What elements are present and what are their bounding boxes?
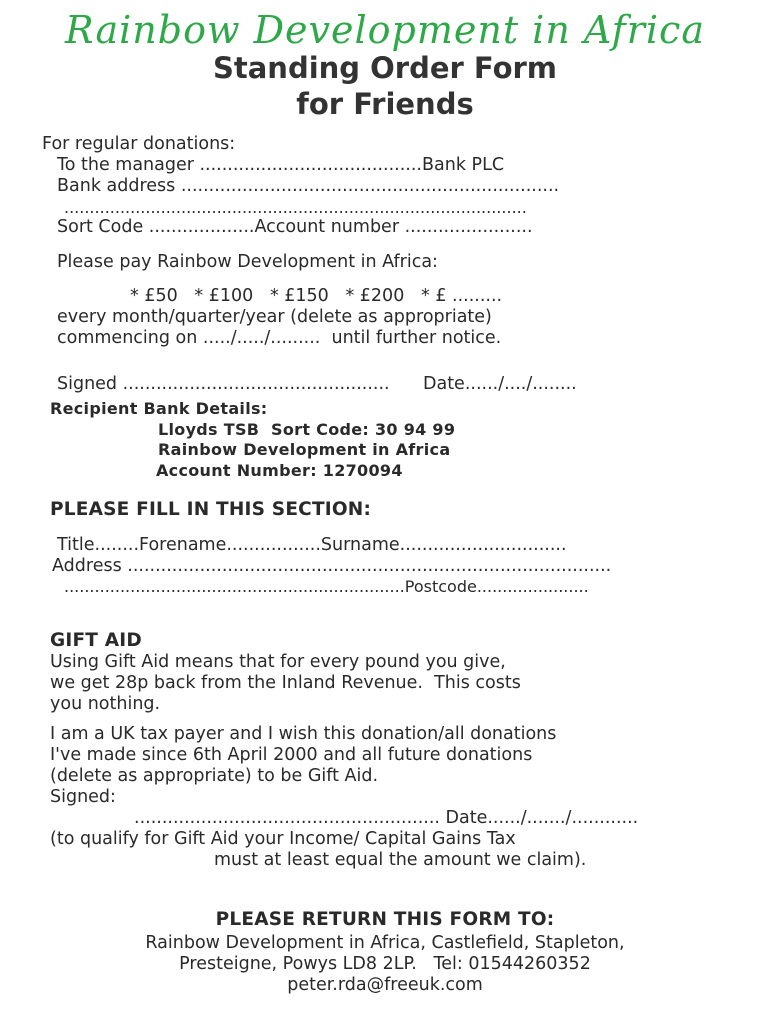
return-heading: PLEASE RETURN THIS FORM TO: [215,909,555,930]
name-fields[interactable]: Title........Forename.................Surname.............................. [57,535,567,555]
bank-manager-field[interactable]: To the manager ........................................Bank PLC [57,155,505,175]
gift-aid-signed-label: Signed: [50,787,116,807]
return-address-line: Presteigne, Powys LD8 2LP. Tel: 01544260352 [179,954,591,974]
address-field[interactable]: Address ....................................................................................... [52,556,612,576]
intro-text: For regular donations: [42,134,236,154]
gift-aid-text: you nothing. [50,694,161,714]
recipient-account-name: Rainbow Development in Africa [158,440,451,459]
bank-address-field[interactable]: Bank address .................................................................... [57,176,560,196]
gift-aid-declaration: I've made since 6th April 2000 and all future donations [50,745,533,765]
commencing-date-field[interactable]: commencing on ...../...../......... until further notice. [57,328,502,348]
gift-aid-text: we get 28p back from the Inland Revenue. This costs [50,673,521,693]
form-title-line-2: for Friends [296,87,474,121]
gift-aid-signature-field[interactable]: ....................................................... Date....../......./............ [134,808,639,828]
return-address-line: Rainbow Development in Africa, Castlefield, Stapleton, [145,933,625,953]
gift-aid-text: Using Gift Aid means that for every pound you give, [50,652,506,672]
frequency-options[interactable]: every month/quarter/year (delete as appropriate) [57,307,492,327]
standing-order-signature-field[interactable]: Signed ................................................ Date....../..../........ [57,374,577,394]
gift-aid-declaration: I am a UK tax payer and I wish this donation/all donations [50,724,557,744]
org-name: Rainbow Development in Africa [65,8,705,52]
recipient-bank-sort-code: Lloyds TSB Sort Code: 30 94 99 [158,420,456,439]
gift-aid-heading: GIFT AID [50,630,142,651]
postcode-field[interactable]: ...................................................................Postcode...................... [64,577,589,596]
gift-aid-declaration: (delete as appropriate) to be Gift Aid. [50,766,379,786]
return-email[interactable]: peter.rda@freeuk.com [287,975,483,995]
gift-aid-note: must at least equal the amount we claim). [214,850,587,870]
personal-section-heading: PLEASE FILL IN THIS SECTION: [50,499,372,520]
amount-options[interactable]: * £50 * £100 * £150 * £200 * £ ......... [130,286,503,306]
form-title-line-1: Standing Order Form [212,51,558,85]
recipient-heading: Recipient Bank Details: [50,399,268,418]
recipient-account-number: Account Number: 1270094 [156,461,403,480]
gift-aid-note: (to qualify for Gift Aid your Income/ Capital Gains Tax [50,829,516,849]
bank-address-continued-field[interactable]: ........................................................................................... [64,198,527,217]
pay-instruction: Please pay Rainbow Development in Africa: [57,252,438,272]
sort-code-account-field[interactable]: Sort Code ...................Account number ....................... [57,217,533,237]
